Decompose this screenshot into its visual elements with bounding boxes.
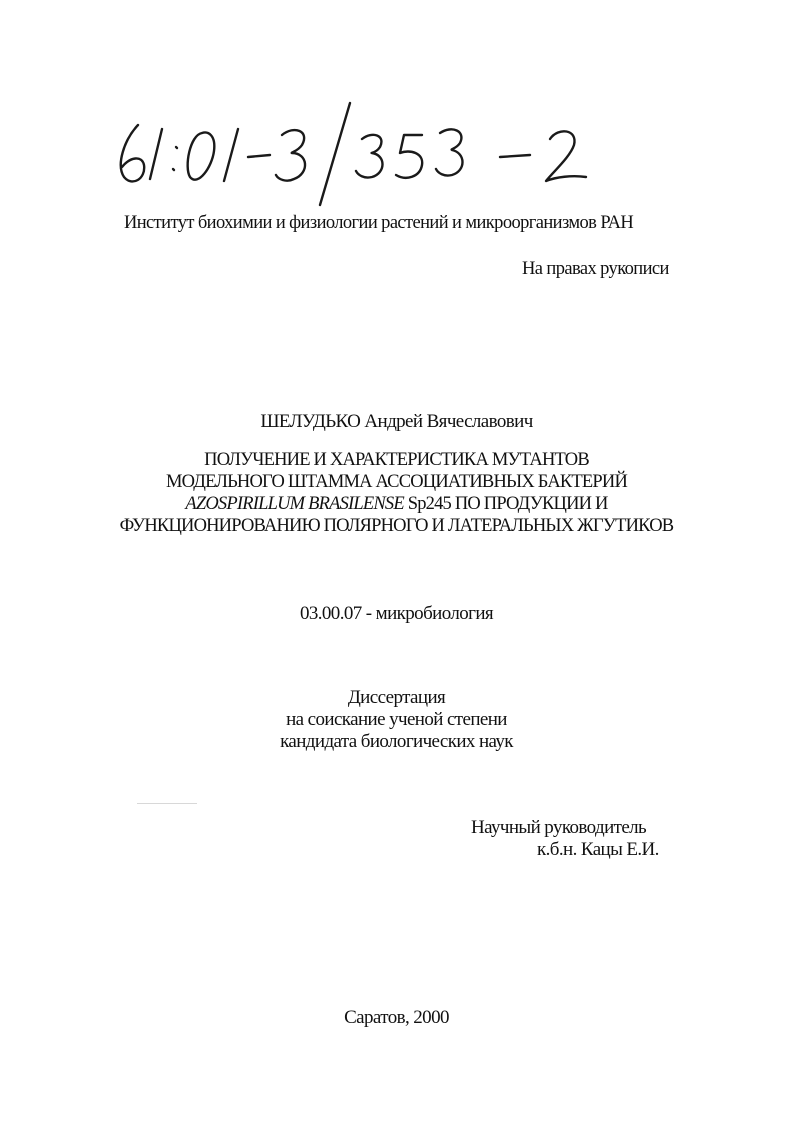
author-name: ШЕЛУДЬКО Андрей Вячеславович	[260, 411, 533, 432]
title-line-2: МОДЕЛЬНОГО ШТАММА АССОЦИАТИВНЫХ БАКТЕРИЙ	[165, 472, 628, 492]
handwritten-archive-number	[110, 95, 610, 215]
handwritten-number-drawing	[110, 95, 610, 215]
specialty-code: 03.00.07 - микробиология	[299, 603, 494, 624]
dissertation-degree-line: на соискание ученой степени	[286, 709, 507, 730]
institute-name: Институт биохимии и физиологии растений и микроорганизмов РАН	[124, 213, 634, 233]
manuscript-rights: На правах рукописи	[522, 259, 669, 279]
supervisor-name: к.б.н. Кацы Е.И.	[537, 839, 659, 860]
title-line-4: ФУНКЦИОНИРОВАНИЮ ПОЛЯРНОГО И ЛАТЕРАЛЬНЫХ ЖГУТИКОВ	[119, 516, 674, 536]
dissertation-field-line: кандидата биологических наук	[280, 731, 513, 752]
species-name: AZOSPIRILLUM BRASILENSE	[185, 494, 404, 514]
scan-artifact-line	[137, 803, 197, 804]
title-line-1: ПОЛУЧЕНИЕ И ХАРАКТЕРИСТИКА МУТАНТОВ	[204, 450, 589, 470]
dissertation-label: Диссертация	[347, 687, 446, 708]
title-line-3-rest: Sp245 ПО ПРОДУКЦИИ И	[403, 494, 608, 514]
supervisor-label: Научный руководитель	[471, 817, 647, 838]
title-line-3	[0, 494, 793, 515]
city-year: Саратов, 2000	[344, 1007, 449, 1028]
